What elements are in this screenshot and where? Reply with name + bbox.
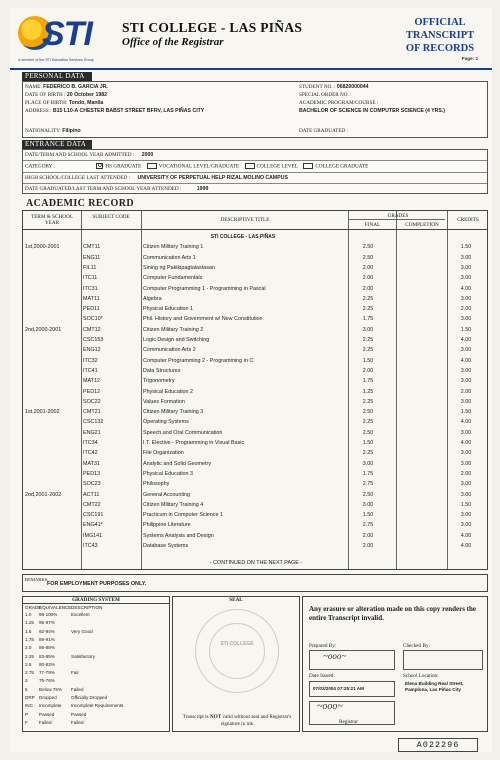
header-completion: COMPLETION (405, 222, 439, 228)
date-issued-value: 07/02/2004 07:25:21 AM (313, 686, 364, 691)
school-location-label: School Location: (403, 673, 439, 679)
last-school-attended: UNIVERSITY OF PERPETUAL HELP RIZAL MOLINO CAMPUS (137, 175, 288, 181)
college-name: STI COLLEGE - LAS PIÑAS (122, 20, 303, 35)
student-number: 06820000044 (336, 84, 369, 90)
cell-final: 2.25 (362, 398, 374, 405)
remarks-value: FOR EMPLOYMENT PURPOSES ONLY. (47, 581, 147, 587)
table-row (23, 367, 489, 376)
cell-credits: 4.00 (460, 285, 472, 292)
cell-credits: 3.00 (460, 429, 472, 436)
place-of-birth: Tondo, Manila (68, 100, 104, 106)
cell-code: CMT11 (83, 244, 101, 251)
cell-credits: 3.00 (460, 367, 472, 374)
cell-title: Algebra (143, 295, 162, 302)
table-row (23, 429, 489, 438)
cell-final: 1.75 (362, 470, 374, 477)
cell-credits: 3.00 (460, 347, 472, 354)
table-row (23, 326, 489, 335)
cell-code: CSC191 (83, 512, 104, 519)
cell-title: Values Formation (143, 398, 185, 405)
header-final: FINAL (364, 222, 381, 228)
cell-term: 1st,2001-2002 (25, 409, 60, 416)
cell-credits: 4.00 (460, 532, 472, 539)
cell-title: I.T. Elective - Programming in Visual Basic (143, 440, 245, 446)
cell-credits: 3.00 (460, 378, 472, 385)
prepared-signature: ~ooo~ (323, 651, 347, 661)
cell-credits: 3.00 (460, 254, 472, 261)
cell-final: 2.25 (362, 337, 374, 343)
header-grades: GRADES (387, 213, 409, 219)
cell-credits: 3.00 (460, 295, 472, 302)
cell-title: Computer Programming 1 - Programming in Pascal (143, 285, 266, 292)
college-level-checkbox (245, 163, 255, 169)
header-descriptive-title: DESCRIPTIVE TITLE (220, 217, 270, 223)
cell-credits: 1.50 (460, 409, 472, 416)
cell-credits: 3.00 (460, 275, 472, 282)
checked-by-box (403, 650, 483, 670)
cell-code: SOC10* (83, 316, 103, 323)
table-row (23, 285, 489, 294)
cell-credits: 2.00 (460, 470, 472, 477)
table-row (23, 460, 489, 469)
document-title: OFFICIAL TRANSCRIPT OF RECORDS (405, 17, 475, 54)
cell-final: 1.50 (362, 357, 374, 364)
cell-code: ACT11 (83, 491, 100, 498)
cell-code: CMT22 (83, 501, 101, 508)
seal-title: SEAL (229, 597, 243, 603)
cell-credits: 3.00 (460, 460, 472, 467)
cell-credits: 1.50 (460, 501, 472, 508)
header-divider (10, 68, 492, 70)
cell-final: 1.75 (362, 316, 374, 323)
page-number: Page: 1 (461, 56, 478, 61)
sti-logo (18, 14, 108, 62)
cell-final: 1.50 (362, 512, 374, 519)
cell-code: ENG11 (83, 254, 101, 261)
prepared-by-label: Prepared By: (309, 643, 337, 649)
table-row (23, 398, 489, 407)
cell-final: 2.00 (362, 264, 374, 271)
cell-title: Philippine Literature (143, 522, 191, 529)
registrar-signature: ~ooo~ (317, 701, 343, 712)
cell-code: MAT11 (83, 295, 100, 302)
grading-system-table: GRADING SYSTEM GRADE EQUIVALENCE DESCRIPTION 1.0 98-100% Excellent 1.25 95-97% 1.5 92-94% Very Good 1.75 89-91% 2.0 86-88% 2.25 83-85% Satisfactory 2.5 80-82% 2.75 77-79% Fair 3 75-76% 5 Below 75% Failed DRP Dropped Officially Dropped INC Incomplete Incomplete Requirements P Passed Passed F Failed Failed (22, 596, 170, 732)
cell-code: ENG12 (83, 347, 101, 354)
cell-credits: 1.50 (460, 326, 472, 333)
cell-title: Communication Arts 2 (143, 347, 196, 354)
cell-title: Citizen Military Training 4 (143, 501, 204, 508)
cell-code: ENG41* (83, 522, 103, 529)
cell-term: 2nd,2001-2002 (25, 491, 62, 498)
cell-code: CSC153 (83, 337, 104, 343)
cell-final: 2.75 (362, 481, 374, 488)
table-row (23, 346, 489, 355)
cell-final: 2.50 (362, 491, 374, 498)
registrar-label: Registrar (339, 719, 359, 725)
cell-final: 1.25 (362, 388, 374, 395)
cell-final: 2.50 (362, 409, 374, 416)
cell-code: PED12 (83, 388, 101, 395)
cell-final: 3.00 (362, 460, 374, 467)
cell-code: SOC22 (83, 398, 101, 405)
validation-box (302, 596, 488, 732)
cell-title: Computer Fundamentals (143, 275, 203, 282)
table-row (23, 315, 489, 324)
cell-final: 2.00 (362, 532, 374, 539)
cell-final: 2.25 (362, 419, 374, 426)
student-name: FEDERICO B. GARCIA JR. (43, 84, 108, 90)
cell-credits: 3.00 (460, 398, 472, 405)
cell-title: Phil. History and Government w/ New Constitution (143, 316, 263, 323)
cell-code: ITC34 (83, 440, 98, 446)
address: B15 L10-A CHESTER BABST STREET BFRV, LAS PIÑAS CITY (52, 108, 205, 114)
cell-credits: 2.00 (460, 388, 472, 395)
cell-title: Data Structures (143, 367, 181, 374)
table-row (23, 470, 489, 479)
table-row (23, 439, 489, 448)
date-issued-label: Date Issued: (309, 673, 335, 679)
academic-record-title: ACADEMIC RECORD (26, 198, 134, 209)
logo-tagline: A member of the STI Education Services Group (18, 58, 94, 62)
school-location-value: Elena Building Real Street, Pamplona, Las Piñas City (405, 681, 464, 692)
cell-title: Operating Systems (143, 419, 189, 426)
table-row (23, 388, 489, 397)
transcript-page (10, 8, 492, 752)
cell-title: Systems Analysis and Design (143, 532, 214, 539)
cell-title: Database Systems (143, 543, 189, 549)
table-row (23, 480, 489, 489)
date-of-birth: 20 October 1982 (66, 92, 108, 98)
table-row (23, 243, 489, 252)
table-row (23, 254, 489, 263)
cell-title: Speech and Oral Communication (143, 429, 223, 436)
cell-title: Communication Arts 1 (143, 254, 196, 261)
prepared-by-box (309, 650, 395, 670)
cell-credits: 4.00 (460, 543, 472, 549)
table-row (23, 532, 489, 541)
cell-credits: 1.50 (460, 244, 472, 251)
cell-title: Philosophy (143, 481, 170, 488)
office-name: Office of the Registrar (122, 36, 224, 48)
checked-by-label: Checked By: (403, 643, 430, 649)
cell-code: IMG141 (83, 532, 103, 539)
cell-title: File Organization (143, 450, 184, 457)
personal-data-box: NAME: FEDERICO B. GARCIA JR. DATE OF BIRTH : 20 October 1982 PLACE OF BIRTH: Tondo, Manila ADDRESS : B15 L10-A CHESTER BABST STREET BFRV, LAS PIÑAS CITY NATIONALITY: Filipino STUDENT NO. : 06820000044 SPECIAL ORDER NO. : ACADEMIC PROGRAM/COURSE : BACHELOR OF SCIENCE IN COMPUTER SCIENCE (4 YRS.) DATE GRADUATED : (22, 81, 488, 138)
cell-code: CMT21 (83, 409, 101, 416)
cell-code: ITC41 (83, 367, 98, 374)
cell-final: 2.50 (362, 254, 374, 261)
cell-final: 1.75 (362, 378, 374, 385)
cell-final: 3.00 (362, 501, 374, 508)
cell-title: Computer Programming 2 - Programming in C (143, 357, 254, 364)
cell-code: MAT31 (83, 460, 100, 467)
table-row (23, 336, 489, 345)
hs-graduate-checkbox: O (97, 163, 102, 169)
table-row (23, 449, 489, 458)
grading-title: GRADING SYSTEM (23, 597, 169, 604)
cell-code: SOC23 (83, 481, 101, 488)
cell-title: Physical Education 3 (143, 470, 194, 477)
continued-note: - CONTINUED ON THE NEXT PAGE - (209, 560, 303, 566)
table-row (23, 511, 489, 520)
cell-title: Citizen Military Training 1 (143, 244, 204, 251)
cell-title: Citizen Military Training 2 (143, 326, 204, 333)
last-year-attended: 1999 (196, 186, 209, 192)
cell-title: Practicum in Computer Science 1 (143, 512, 223, 519)
nationality: Filipino (62, 128, 81, 134)
cell-final: 3.00 (362, 326, 374, 333)
cell-final: 2.50 (362, 429, 374, 436)
cell-credits: 3.00 (460, 522, 472, 529)
cell-credits: 4.00 (460, 337, 472, 343)
cell-title: Physical Education 2 (143, 388, 194, 395)
cell-credits: 4.00 (460, 419, 472, 426)
cell-final: 2.25 (362, 306, 374, 313)
cell-code: FIL11 (83, 264, 97, 271)
table-row (23, 491, 489, 500)
cell-code: ITC42 (83, 450, 98, 457)
cell-code: CMT12 (83, 326, 101, 333)
table-row (23, 305, 489, 314)
academic-program: BACHELOR OF SCIENCE IN COMPUTER SCIENCE (4 YRS.) (299, 108, 446, 114)
table-row (23, 264, 489, 273)
cell-final: 2.00 (362, 275, 374, 282)
cell-code: PED13 (83, 470, 101, 477)
cell-title: Citizen Military Training 3 (143, 409, 204, 416)
personal-data-heading: PERSONAL DATA (22, 72, 92, 81)
cell-title: Sining ng Pakikipagtalastasan (143, 264, 215, 271)
cell-credits: 3.00 (460, 450, 472, 457)
cell-final: 2.00 (362, 543, 374, 549)
cell-term: 1st,2000-2001 (25, 244, 60, 251)
header-subject-code: SUBJECT CODE (92, 214, 130, 220)
cell-title: Trigonometry (143, 378, 175, 385)
table-row (23, 377, 489, 386)
table-row (23, 357, 489, 366)
cell-code: ITC32 (83, 357, 98, 364)
cell-final: 2.25 (362, 347, 374, 354)
cell-final: 2.25 (362, 450, 374, 457)
serial-number: A022296 (398, 738, 478, 752)
table-row (23, 521, 489, 530)
seal-validity-note: Transcript is NOT valid without seal and Registrar's signature in ink (182, 714, 292, 727)
remarks-box (22, 574, 488, 592)
cell-title: STI COLLEGE - LAS PIÑAS (210, 234, 276, 240)
cell-code: PED11 (83, 306, 100, 313)
academic-record-table (22, 210, 488, 570)
table-row (23, 233, 489, 242)
cell-term: 2nd,2000-2001 (25, 326, 62, 333)
cell-final: 2.50 (362, 244, 374, 251)
table-row (23, 501, 489, 510)
cell-credits: 3.00 (460, 264, 472, 271)
cell-title: Physical Education 1 (143, 306, 194, 313)
cell-credits: 4.00 (460, 440, 472, 446)
cell-title: General Accounting (143, 491, 191, 498)
seal-box (172, 596, 300, 732)
college-graduate-checkbox (303, 163, 313, 169)
cell-final: 2.00 (362, 285, 374, 292)
table-row (23, 408, 489, 417)
cell-final: 2.25 (362, 295, 374, 302)
alteration-warning: Any erasure or alteration made on this copy renders the entire Transcript invalid. (309, 605, 477, 622)
cell-credits: 4.00 (460, 357, 472, 364)
entrance-data-box: DATE/TERM AND SCHOOL YEAR ADMITTED : 2000 CATEGORY : O HS GRADUATE VOCATIONAL LEVEL/GRADUATE COLLEGE LEVEL COLLEGE GRADUATE HIGH SCHOOL/COLLEGE LAST ATTENDED : UNIVERSITY OF PERPETUAL HELP RIZAL MOLINO CAMPUS DATE GRADUATED/LAST TERM AND SCHOOL YEAR ATTENDED : 1999 (22, 149, 488, 194)
entrance-data-heading: ENTRANCE DATA (22, 140, 92, 149)
cell-credits: 3.00 (460, 316, 472, 323)
cell-credits: 2.00 (460, 306, 472, 313)
header-term: TERM & SCHOOL YEAR (31, 214, 73, 226)
seal-watermark: STI COLLEGE (220, 641, 254, 647)
cell-final: 2.75 (362, 522, 374, 529)
cell-code: MAT12 (83, 378, 100, 385)
cell-code: ITC11 (83, 275, 98, 282)
cell-credits: 3.00 (460, 512, 472, 519)
cell-credits: 3.00 (460, 481, 472, 488)
vocational-checkbox (147, 163, 157, 169)
cell-code: ITC43 (83, 543, 98, 549)
cell-title: Analytic and Solid Geometry (143, 460, 212, 467)
cell-title: Logic Design and Switching (143, 337, 210, 343)
header-credits: CREDITS (457, 217, 479, 223)
cell-final: 1.50 (362, 440, 374, 446)
remarks-label: REMARKS: (25, 577, 49, 582)
term-admitted: 2000 (141, 152, 154, 158)
cell-code: CSC132 (83, 419, 104, 426)
table-row (23, 295, 489, 304)
table-row (23, 418, 489, 427)
logo-text: STI (42, 15, 92, 53)
cell-code: ITC31 (83, 285, 98, 292)
table-row (23, 274, 489, 283)
cell-credits: 3.00 (460, 491, 472, 498)
table-row (23, 542, 489, 551)
cell-code: ENG21 (83, 429, 101, 436)
cell-final: 2.00 (362, 367, 374, 374)
